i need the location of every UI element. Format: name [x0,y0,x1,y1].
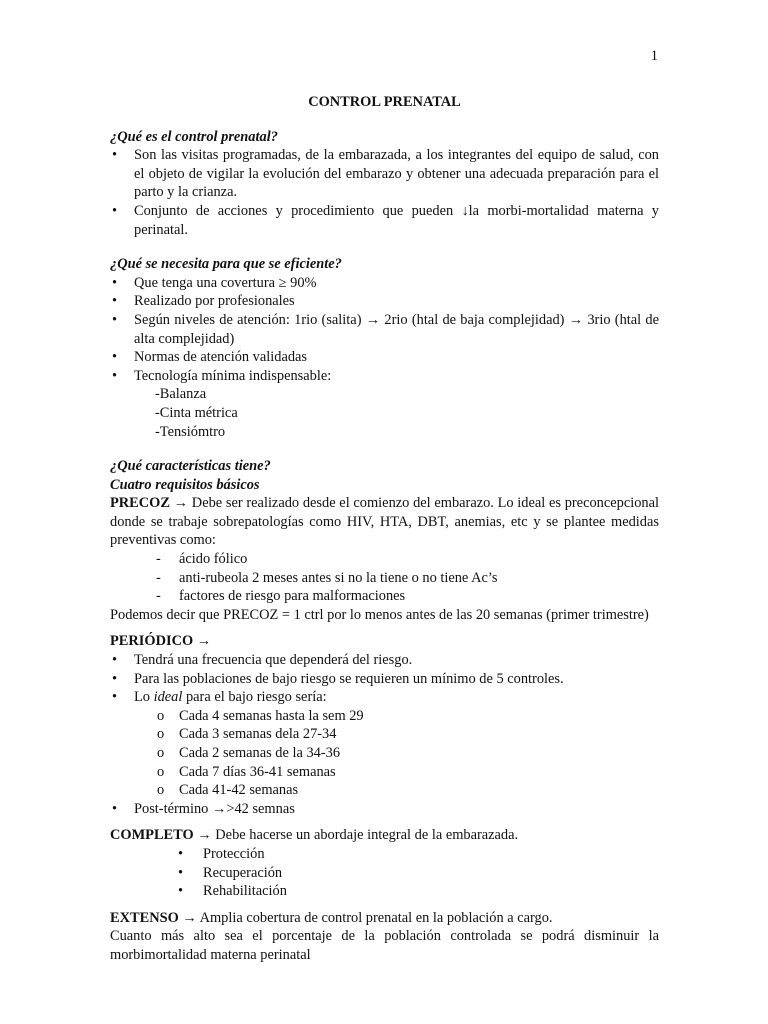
sub-item: -Cinta métrica [155,404,238,421]
extenso-paragraph [110,909,659,928]
list-item [110,688,659,707]
extenso-note: Cuanto más alto sea el porcentaje de la población controlada se podrá disminuir la morbimortalidad materna perinatal [110,928,659,963]
schedule-item: o Cada 2 semanas de la 34-36 [110,744,659,763]
list-item: • Normas de atención validadas [110,348,659,367]
ideal-word: ideal [153,689,183,706]
schedule-item: o Cada 4 semanas hasta la sem 29 [110,707,659,726]
bullet-list [110,651,659,707]
precoz-label: PRECOZ → [110,495,189,512]
list-item: - ácido fólico [110,550,659,569]
ideal-suffix: para el bajo riesgo sería: [182,689,327,706]
schedule-item: o Cada 7 días 36-41 semanas [110,763,659,782]
list-item: • Conjunto de acciones y procedimiento que pueden ↓la morbi-mortalidad materna y perinatal. [110,202,659,239]
schedule-item: o Cada 41-42 semanas [110,781,659,800]
list-item: • Rehabilitación [110,882,659,901]
schedule-list [110,707,659,800]
bullet-list [110,800,659,819]
list-item: • Son las visitas programadas, de la embarazada, a los integrantes del equipo de salud, con el objeto de vigilar la evolución del embarazo y obtener una adecuada preparación para el parto y la crianza. [110,146,659,202]
extenso-text: Amplia cobertura de control prenatal en la población a cargo. [196,909,553,926]
list-item: • Para las poblaciones de bajo riesgo se requieren un mínimo de 5 controles. [110,670,659,689]
question-heading: ¿Qué se necesita para que se eficiente? [110,256,342,273]
document-body [110,93,659,965]
completo-paragraph [110,826,659,845]
precoz-paragraph [110,494,659,550]
question-heading: ¿Qué características tiene? [110,458,271,475]
list-item: - anti-rubeola 2 meses antes si no la tiene o no tiene Ac’s [110,569,659,588]
page-title: CONTROL PRENATAL [308,94,461,110]
list-item: • Que tenga una covertura ≥ 90% [110,274,659,293]
periodico-label: PERIÓDICO → [110,633,212,650]
bullet-list [110,274,659,386]
sub-item: -Tensiómtro [155,423,226,440]
sub-item: -Balanza [155,386,207,403]
list-item: • Según niveles de atención: 1rio (salita) → 2rio (htal de baja complejidad) → 3rio (htal de alta complejidad) [110,311,659,348]
list-item: • Protección [110,845,659,864]
bullet-list [110,146,659,239]
list-item: • Recuperación [110,864,659,883]
completo-text: Debe hacerse un abordaje integral de la embarazada. [211,827,519,844]
question-heading: ¿Qué es el control prenatal? [110,128,278,145]
dash-list [110,550,659,606]
completo-label: COMPLETO → [110,827,212,844]
section-subtitle: Cuatro requisitos básicos [110,476,260,493]
bullet-list [110,845,659,901]
precoz-text: Debe ser realizado desde el comienzo del embarazo. Lo ideal es preconcepcional donde se trabaje sobrepatologías como HIV, HTA, DBT, anemias, etc y se plantee medidas preventivas como: [110,495,659,549]
list-item: - factores de riesgo para malformaciones [110,587,659,606]
schedule-item: o Cada 3 semanas dela 27-34 [110,725,659,744]
extenso-label: EXTENSO → [110,909,197,926]
list-item: • Realizado por profesionales [110,292,659,311]
list-item: • Post-término →>42 semnas [110,800,659,819]
page-number: 1 [650,48,658,64]
precoz-note: Podemos decir que PRECOZ = 1 ctrl por lo menos antes de las 20 semanas (primer trimestre) [110,606,649,623]
list-item: • Tecnología mínima indispensable: [110,367,659,386]
ideal-prefix: Lo [134,689,154,706]
list-item: • Tendrá una frecuencia que dependerá del riesgo. [110,651,659,670]
